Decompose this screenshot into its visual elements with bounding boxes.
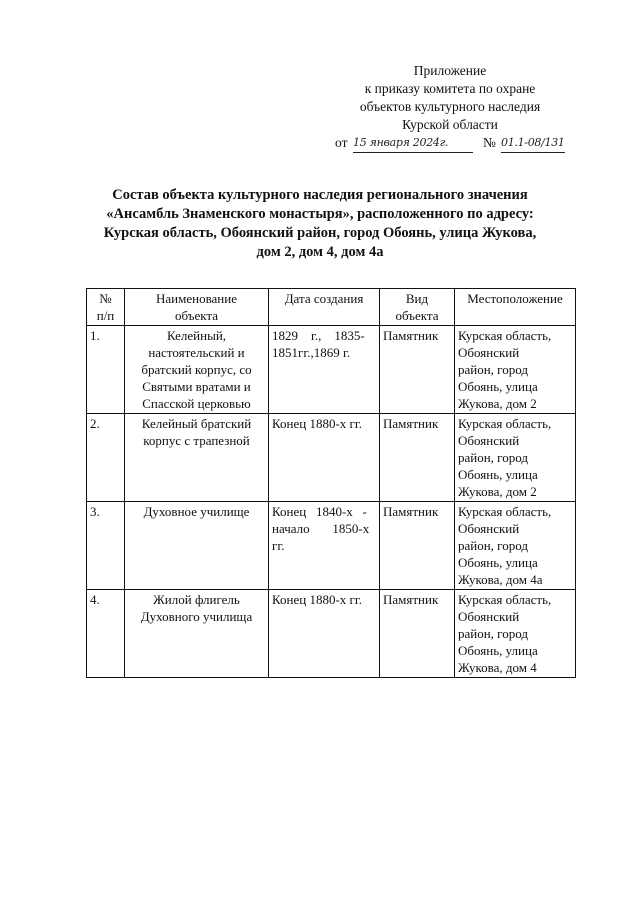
row-type: Памятник [380,414,455,502]
number-label: № [483,135,496,150]
table-row [87,326,576,414]
row-num: 3. [87,502,125,590]
title-line-3: Курская область, Обоянский район, город Обоянь, улица Жукова, [103,225,537,241]
row-name: Жилой флигель Духовного училища [125,590,269,678]
row-location: Курская область, Обоянский район, город Обоянь, улица Жукова, дом 4а [455,502,576,590]
row-type: Памятник [380,590,455,678]
order-number-handwritten: 01.1-08/131 [501,134,565,153]
order-date-handwritten: 15 января 2024г. [353,134,473,153]
table-row [87,414,576,502]
row-location: Курская область, Обоянский район, город Обоянь, улица Жукова, дом 2 [455,326,576,414]
row-num: 1. [87,326,125,414]
row-location: Курская область, Обоянский район, город Обоянь, улица Жукова, дом 2 [455,414,576,502]
row-num: 4. [87,590,125,678]
row-date: 1829 г., 1835- 1851гг.,1869 г. [269,326,380,414]
header-name: Наименование объекта [125,289,269,326]
from-label: от [335,135,348,150]
appendix-region: Курской области [402,117,498,132]
appendix-block [335,62,565,154]
header-type: Вид объекта [380,289,455,326]
row-date: Конец 1880-х гг. [269,414,380,502]
row-type: Памятник [380,326,455,414]
row-location: Курская область, Обоянский район, город Обоянь, улица Жукова, дом 4 [455,590,576,678]
appendix-committee: объектов культурного наследия [359,99,541,114]
title-line-2: «Ансамбль Знаменского монастыря», расположенного по адресу: [106,206,534,222]
appendix-title: Приложение [413,63,487,78]
document-title [60,186,580,262]
appendix-order-ref: к приказу комитета по охране [364,81,536,96]
table-row [87,590,576,678]
header-num: № п/п [87,289,125,326]
table-row [87,502,576,590]
order-reference-line [335,134,565,154]
header-location: Местоположение [455,289,576,326]
row-name: Духовное училище [125,502,269,590]
row-name: Келейный братский корпус с трапезной [125,414,269,502]
row-date: Конец 1840-х - начало 1850-х гг. [269,502,380,590]
row-name: Келейный, настоятельский и братский корпус, со Святыми вратами и Спасской церковью [125,326,269,414]
table-header-row [87,289,576,326]
header-date: Дата создания [269,289,380,326]
row-type: Памятник [380,502,455,590]
objects-table [86,288,576,678]
title-line-1: Состав объекта культурного наследия регионального значения [112,187,528,203]
row-num: 2. [87,414,125,502]
title-line-4: дом 2, дом 4, дом 4а [256,244,384,260]
row-date: Конец 1880-х гг. [269,590,380,678]
